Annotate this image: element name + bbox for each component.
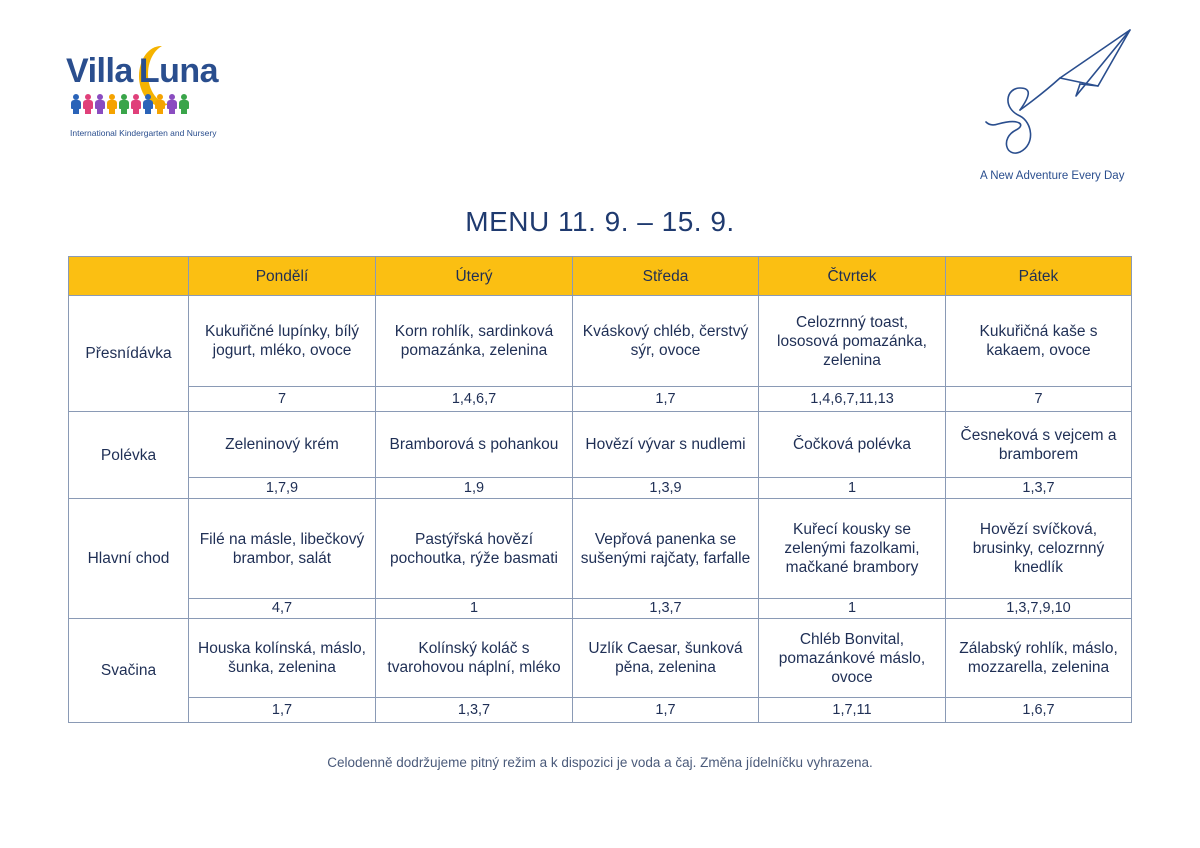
allergen-cell: 4,7	[189, 599, 376, 619]
logo-subtitle: International Kindergarten and Nursery	[70, 128, 217, 138]
child-figure-icon	[106, 94, 117, 114]
allergen-cell: 1,7,9	[189, 478, 376, 499]
paper-plane-icon	[980, 26, 1140, 161]
meal-cell: Kolínský koláč s tvarohovou náplní, mléko	[376, 619, 573, 698]
child-figure-icon	[82, 94, 93, 114]
child-figure-icon	[178, 94, 189, 114]
allergen-cell: 1,4,6,7,11,13	[759, 387, 946, 412]
logo-word-luna: Luna	[138, 52, 219, 90]
meal-row	[69, 296, 1132, 387]
allergen-cell: 1,3,9	[573, 478, 759, 499]
allergen-cell: 1	[376, 599, 573, 619]
allergen-cell: 1	[759, 478, 946, 499]
allergen-cell: 1,4,6,7	[376, 387, 573, 412]
meal-cell: Celozrnný toast, lososová pomazánka, zelenina	[759, 296, 946, 387]
allergen-cell: 1,7	[189, 698, 376, 723]
allergen-cell: 1,3,7	[573, 599, 759, 619]
meal-cell: Kukuřičné lupínky, bílý jogurt, mléko, ovoce	[189, 296, 376, 387]
allergen-cell: 1,7	[573, 698, 759, 723]
meal-cell: Čočková polévka	[759, 412, 946, 478]
meal-row	[69, 412, 1132, 478]
allergen-cell: 7	[946, 387, 1132, 412]
meal-cell: Houska kolínská, máslo, šunka, zelenina	[189, 619, 376, 698]
allergen-row	[69, 698, 1132, 723]
table-header-row	[69, 257, 1132, 296]
meal-row	[69, 499, 1132, 599]
meal-cell: Filé na másle, libečkový brambor, salát	[189, 499, 376, 599]
allergen-cell: 1,9	[376, 478, 573, 499]
meal-label: Přesnídávka	[69, 296, 189, 412]
child-figure-icon	[130, 94, 141, 114]
header-day: Pátek	[946, 257, 1132, 296]
child-figure-icon	[94, 94, 105, 114]
header-day: Úterý	[376, 257, 573, 296]
meal-cell: Zeleninový krém	[189, 412, 376, 478]
allergen-cell: 1,3,7	[376, 698, 573, 723]
allergen-cell: 1,7	[573, 387, 759, 412]
logo-title	[66, 52, 218, 91]
footer-note: Celodenně dodržujeme pitný režim a k dispozici je voda a čaj. Změna jídelníčku vyhrazena.	[327, 755, 873, 770]
children-figures-icon	[70, 94, 189, 114]
meal-cell: Korn rohlík, sardinková pomazánka, zelenina	[376, 296, 573, 387]
logo-word-villa: Villa	[66, 52, 133, 90]
child-figure-icon	[166, 94, 177, 114]
meal-cell: Hovězí vývar s nudlemi	[573, 412, 759, 478]
menu-table	[68, 256, 1132, 723]
meal-cell: Pastýřská hovězí pochoutka, rýže basmati	[376, 499, 573, 599]
meal-row	[69, 619, 1132, 698]
allergen-cell: 1,7,11	[759, 698, 946, 723]
meal-cell: Chléb Bonvital, pomazánkové máslo, ovoce	[759, 619, 946, 698]
meal-cell: Česneková s vejcem a bramborem	[946, 412, 1132, 478]
meal-label: Svačina	[69, 619, 189, 723]
child-figure-icon	[142, 94, 153, 114]
allergen-cell: 1,3,7	[946, 478, 1132, 499]
allergen-row	[69, 387, 1132, 412]
meal-cell: Vepřová panenka se sušenými rajčaty, farfalle	[573, 499, 759, 599]
meal-cell: Kuřecí kousky se zelenými fazolkami, mačkané brambory	[759, 499, 946, 599]
allergen-cell: 1,3,7,9,10	[946, 599, 1132, 619]
allergen-cell: 1,6,7	[946, 698, 1132, 723]
child-figure-icon	[154, 94, 165, 114]
allergen-row	[69, 478, 1132, 499]
tagline: A New Adventure Every Day	[980, 170, 1125, 182]
meal-cell: Bramborová s pohankou	[376, 412, 573, 478]
meal-cell: Zálabský rohlík, máslo, mozzarella, zelenina	[946, 619, 1132, 698]
meal-cell: Uzlík Caesar, šunková pěna, zelenina	[573, 619, 759, 698]
allergen-row	[69, 599, 1132, 619]
header-day: Čtvrtek	[759, 257, 946, 296]
meal-cell: Kváskový chléb, čerstvý sýr, ovoce	[573, 296, 759, 387]
page-title: MENU 11. 9. – 15. 9.	[465, 206, 735, 237]
header-empty-cell	[69, 257, 189, 296]
allergen-cell: 1	[759, 599, 946, 619]
meal-cell: Hovězí svíčková, brusinky, celozrnný knedlík	[946, 499, 1132, 599]
header-day: Pondělí	[189, 257, 376, 296]
header-day: Středa	[573, 257, 759, 296]
meal-label: Polévka	[69, 412, 189, 499]
villa-luna-logo	[66, 44, 256, 144]
allergen-cell: 7	[189, 387, 376, 412]
meal-label: Hlavní chod	[69, 499, 189, 619]
child-figure-icon	[70, 94, 81, 114]
meal-cell: Kukuřičná kaše s kakaem, ovoce	[946, 296, 1132, 387]
child-figure-icon	[118, 94, 129, 114]
